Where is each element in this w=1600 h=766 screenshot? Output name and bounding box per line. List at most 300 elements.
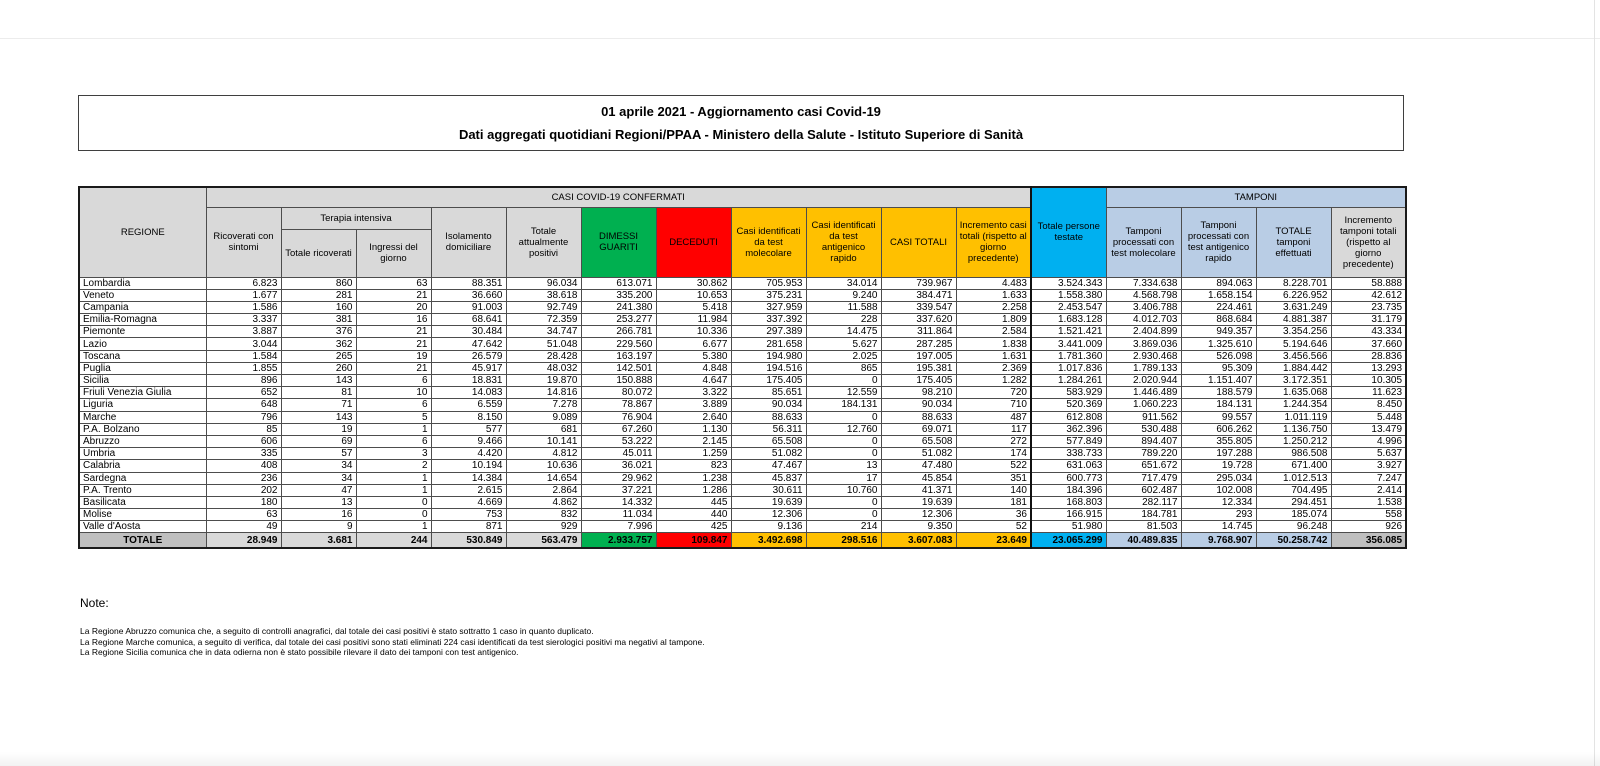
totals-cell: 298.516 xyxy=(806,533,881,548)
table-row xyxy=(79,362,1406,374)
table-cell: 10.305 xyxy=(1331,375,1406,387)
header-ingressi-giorno: Ingressi del giorno xyxy=(356,229,431,277)
table-cell: 48.032 xyxy=(506,362,581,374)
header-casi-totali: CASI TOTALI xyxy=(881,207,956,277)
table-cell: 30.484 xyxy=(431,326,506,338)
table-cell: 72.359 xyxy=(506,314,581,326)
table-cell: 338.733 xyxy=(1031,448,1106,460)
note-line: La Regione Marche comunica, a seguito di verifica, dal totale dei casi positivi sono stati eliminati 224 casi identificati da test sierologici positivi ma negativi al tampone. xyxy=(80,636,705,647)
table-cell: 295.034 xyxy=(1181,472,1256,484)
table-cell: 14.083 xyxy=(431,387,506,399)
table-cell: 681 xyxy=(506,423,581,435)
table-cell: 34.014 xyxy=(806,277,881,289)
table-cell: 71 xyxy=(281,399,356,411)
table-cell: 2.025 xyxy=(806,350,881,362)
table-cell: 21 xyxy=(356,338,431,350)
table-cell: 7.278 xyxy=(506,399,581,411)
header-tamponi-antigenico: Tamponi processati con test antigenico rapido xyxy=(1181,207,1256,277)
table-cell: 860 xyxy=(281,277,356,289)
table-cell: 0 xyxy=(806,435,881,447)
table-cell: 1.136.750 xyxy=(1256,423,1331,435)
table-cell: 3.524.343 xyxy=(1031,277,1106,289)
table-cell: 34 xyxy=(281,472,356,484)
table-cell: 47 xyxy=(281,484,356,496)
table-cell: 355.805 xyxy=(1181,435,1256,447)
table-cell: 9.350 xyxy=(881,521,956,533)
table-cell: 1.446.489 xyxy=(1106,387,1181,399)
table-cell: 3.337 xyxy=(206,314,281,326)
table-cell: 2.369 xyxy=(956,362,1031,374)
table-cell: 63 xyxy=(206,509,281,521)
header-regione: REGIONE xyxy=(79,187,206,277)
table-cell: 10.760 xyxy=(806,484,881,496)
table-cell: 184.396 xyxy=(1031,484,1106,496)
table-cell: 894.063 xyxy=(1181,277,1256,289)
table-cell: 337.392 xyxy=(731,314,806,326)
table-cell: 376 xyxy=(281,326,356,338)
table-cell: 229.560 xyxy=(581,338,656,350)
table-cell: 41.371 xyxy=(881,484,956,496)
totals-cell: 3.492.698 xyxy=(731,533,806,548)
table-cell: 526.098 xyxy=(1181,350,1256,362)
table-cell: 174 xyxy=(956,448,1031,460)
table-cell: 19.870 xyxy=(506,375,581,387)
table-cell: 19.639 xyxy=(731,496,806,508)
table-cell: 7.996 xyxy=(581,521,656,533)
bottom-shadow xyxy=(0,752,1600,766)
table-cell: 78.867 xyxy=(581,399,656,411)
region-name: Puglia xyxy=(79,362,206,374)
table-cell: 19.728 xyxy=(1181,460,1256,472)
table-cell: 47.467 xyxy=(731,460,806,472)
table-cell: 30.611 xyxy=(731,484,806,496)
table-cell: 3.887 xyxy=(206,326,281,338)
table-cell: 3.631.249 xyxy=(1256,301,1331,313)
header-tamponi: TAMPONI xyxy=(1106,187,1406,207)
table-row xyxy=(79,301,1406,313)
table-cell: 45.917 xyxy=(431,362,506,374)
table-cell: 88.351 xyxy=(431,277,506,289)
table-cell: 1.238 xyxy=(656,472,731,484)
table-cell: 21 xyxy=(356,326,431,338)
header-deceduti: DECEDUTI xyxy=(656,207,731,277)
table-cell: 1.683.128 xyxy=(1031,314,1106,326)
covid-data-table xyxy=(78,186,1407,549)
table-cell: 1.130 xyxy=(656,423,731,435)
table-cell: 96.248 xyxy=(1256,521,1331,533)
table-cell: 102.008 xyxy=(1181,484,1256,496)
table-cell: 282.117 xyxy=(1106,496,1181,508)
table-cell: 92.749 xyxy=(506,301,581,313)
table-cell: 88.633 xyxy=(881,411,956,423)
table-cell: 440 xyxy=(656,509,731,521)
table-cell: 12.306 xyxy=(731,509,806,521)
table-cell: 487 xyxy=(956,411,1031,423)
header-terapia-intensiva: Terapia intensiva xyxy=(281,207,431,229)
table-cell: 5.194.646 xyxy=(1256,338,1331,350)
table-cell: 12.559 xyxy=(806,387,881,399)
table-cell: 21 xyxy=(356,289,431,301)
table-cell: 51.980 xyxy=(1031,521,1106,533)
note-line: La Regione Abruzzo comunica che, a seguito di controlli anagrafici, dal totale dei casi positivi è stato sottratto 1 caso in quanto duplicato. xyxy=(80,626,594,636)
table-cell: 28.836 xyxy=(1331,350,1406,362)
totals-cell: 530.849 xyxy=(431,533,506,548)
table-cell: 335 xyxy=(206,448,281,460)
table-cell: 335.200 xyxy=(581,289,656,301)
table-cell: 293 xyxy=(1181,509,1256,521)
table-cell: 425 xyxy=(656,521,731,533)
report-subtitle: Dati aggregati quotidiani Regioni/PPAA - Ministero della Salute - Istituto Superiore di Sanità xyxy=(458,126,1024,142)
table-cell: 19.639 xyxy=(881,496,956,508)
table-cell: 651.672 xyxy=(1106,460,1181,472)
table-row xyxy=(79,472,1406,484)
table-cell: 16 xyxy=(356,314,431,326)
table-cell: 1 xyxy=(356,484,431,496)
totals-cell: 28.949 xyxy=(206,533,281,548)
table-cell: 10 xyxy=(356,387,431,399)
table-cell: 1.789.133 xyxy=(1106,362,1181,374)
table-cell: 168.803 xyxy=(1031,496,1106,508)
table-row xyxy=(79,448,1406,460)
table-cell: 184.131 xyxy=(1181,399,1256,411)
table-cell: 1.558.380 xyxy=(1031,289,1106,301)
table-cell: 600.773 xyxy=(1031,472,1106,484)
table-cell: 69 xyxy=(281,435,356,447)
table-cell: 577.849 xyxy=(1031,435,1106,447)
table-cell: 2.615 xyxy=(431,484,506,496)
table-cell: 260 xyxy=(281,362,356,374)
table-cell: 1.011.119 xyxy=(1256,411,1331,423)
table-cell: 4.848 xyxy=(656,362,731,374)
totals-cell: 50.258.742 xyxy=(1256,533,1331,548)
header-ricoverati-sintomi: Ricoverati con sintomi xyxy=(206,207,281,277)
table-cell: 13 xyxy=(281,496,356,508)
table-cell: 297.389 xyxy=(731,326,806,338)
table-cell: 577 xyxy=(431,423,506,435)
table-cell: 85.651 xyxy=(731,387,806,399)
table-cell: 34.747 xyxy=(506,326,581,338)
table-cell: 95.309 xyxy=(1181,362,1256,374)
table-cell: 56.311 xyxy=(731,423,806,435)
table-cell: 4.881.387 xyxy=(1256,314,1331,326)
totals-cell: 2.933.757 xyxy=(581,533,656,548)
table-cell: 375.231 xyxy=(731,289,806,301)
table-row xyxy=(79,509,1406,521)
table-cell: 1.250.212 xyxy=(1256,435,1331,447)
table-cell: 926 xyxy=(1331,521,1406,533)
table-cell: 1.060.223 xyxy=(1106,399,1181,411)
table-cell: 522 xyxy=(956,460,1031,472)
notes-heading: Note: xyxy=(80,596,109,610)
table-cell: 705.953 xyxy=(731,277,806,289)
table-cell: 85 xyxy=(206,423,281,435)
notes-section xyxy=(80,596,1180,658)
table-cell: 36.660 xyxy=(431,289,506,301)
table-cell: 3.456.566 xyxy=(1256,350,1331,362)
table-cell: 13.479 xyxy=(1331,423,1406,435)
totals-cell: 244 xyxy=(356,533,431,548)
table-cell: 143 xyxy=(281,411,356,423)
report-title: 01 aprile 2021 - Aggiornamento casi Covid-19 xyxy=(601,103,881,119)
table-cell: 184.781 xyxy=(1106,509,1181,521)
table-cell: 6 xyxy=(356,399,431,411)
table-cell: 9.466 xyxy=(431,435,506,447)
table-cell: 3.322 xyxy=(656,387,731,399)
table-cell: 4.996 xyxy=(1331,435,1406,447)
table-cell: 2.453.547 xyxy=(1031,301,1106,313)
table-cell: 2.640 xyxy=(656,411,731,423)
table-cell: 23.735 xyxy=(1331,301,1406,313)
table-cell: 117 xyxy=(956,423,1031,435)
table-cell: 1.781.360 xyxy=(1031,350,1106,362)
table-cell: 3.869.036 xyxy=(1106,338,1181,350)
table-cell: 753 xyxy=(431,509,506,521)
table-cell: 14.384 xyxy=(431,472,506,484)
table-cell: 11.588 xyxy=(806,301,881,313)
table-cell: 1.658.154 xyxy=(1181,289,1256,301)
table-cell: 8.450 xyxy=(1331,399,1406,411)
table-cell: 1 xyxy=(356,521,431,533)
table-cell: 896 xyxy=(206,375,281,387)
region-name: Campania xyxy=(79,301,206,313)
table-cell: 1 xyxy=(356,423,431,435)
totals-cell: 3.681 xyxy=(281,533,356,548)
table-cell: 253.277 xyxy=(581,314,656,326)
table-cell: 339.547 xyxy=(881,301,956,313)
region-name: Friuli Venezia Giulia xyxy=(79,387,206,399)
table-cell: 796 xyxy=(206,411,281,423)
table-cell: 5.627 xyxy=(806,338,881,350)
table-cell: 236 xyxy=(206,472,281,484)
table-cell: 16 xyxy=(281,509,356,521)
table-cell: 362 xyxy=(281,338,356,350)
table-cell: 5.448 xyxy=(1331,411,1406,423)
table-cell: 4.012.703 xyxy=(1106,314,1181,326)
table-cell: 9.136 xyxy=(731,521,806,533)
table-cell: 11.984 xyxy=(656,314,731,326)
scrollbar-track[interactable] xyxy=(1594,0,1595,766)
table-cell: 96.034 xyxy=(506,277,581,289)
header-sub-row xyxy=(79,207,1406,229)
table-cell: 3.406.788 xyxy=(1106,301,1181,313)
table-cell: 10.336 xyxy=(656,326,731,338)
table-cell: 558 xyxy=(1331,509,1406,521)
table-cell: 202 xyxy=(206,484,281,496)
table-cell: 894.407 xyxy=(1106,435,1181,447)
table-cell: 5.637 xyxy=(1331,448,1406,460)
table-cell: 1.838 xyxy=(956,338,1031,350)
table-cell: 445 xyxy=(656,496,731,508)
table-cell: 4.647 xyxy=(656,375,731,387)
table-cell: 4.420 xyxy=(431,448,506,460)
region-name: Abruzzo xyxy=(79,435,206,447)
table-cell: 3.927 xyxy=(1331,460,1406,472)
region-name: Piemonte xyxy=(79,326,206,338)
table-cell: 5.380 xyxy=(656,350,731,362)
window-top-divider xyxy=(0,38,1600,39)
table-cell: 143 xyxy=(281,375,356,387)
table-cell: 520.369 xyxy=(1031,399,1106,411)
table-cell: 184.131 xyxy=(806,399,881,411)
header-persone-testate: Totale persone testate xyxy=(1031,187,1106,277)
table-cell: 197.288 xyxy=(1181,448,1256,460)
region-name: Calabria xyxy=(79,460,206,472)
header-tamponi-molecolare: Tamponi processati con test molecolare xyxy=(1106,207,1181,277)
table-row xyxy=(79,496,1406,508)
table-cell: 583.929 xyxy=(1031,387,1106,399)
table-cell: 13 xyxy=(806,460,881,472)
table-cell: 63 xyxy=(356,277,431,289)
table-cell: 4.862 xyxy=(506,496,581,508)
table-cell: 272 xyxy=(956,435,1031,447)
region-name: Veneto xyxy=(79,289,206,301)
table-cell: 648 xyxy=(206,399,281,411)
table-cell: 671.400 xyxy=(1256,460,1331,472)
table-cell: 311.864 xyxy=(881,326,956,338)
table-cell: 1.584 xyxy=(206,350,281,362)
table-cell: 0 xyxy=(806,411,881,423)
table-cell: 612.808 xyxy=(1031,411,1106,423)
table-cell: 3 xyxy=(356,448,431,460)
table-cell: 266.781 xyxy=(581,326,656,338)
table-cell: 2.414 xyxy=(1331,484,1406,496)
table-cell: 1.884.442 xyxy=(1256,362,1331,374)
table-cell: 613.071 xyxy=(581,277,656,289)
table-row xyxy=(79,460,1406,472)
table-cell: 175.405 xyxy=(731,375,806,387)
table-cell: 17 xyxy=(806,472,881,484)
table-cell: 195.381 xyxy=(881,362,956,374)
table-cell: 19 xyxy=(356,350,431,362)
table-cell: 6 xyxy=(356,375,431,387)
table-cell: 384.471 xyxy=(881,289,956,301)
table-cell: 1.538 xyxy=(1331,496,1406,508)
region-name: Lombardia xyxy=(79,277,206,289)
table-cell: 5 xyxy=(356,411,431,423)
table-cell: 9 xyxy=(281,521,356,533)
table-cell: 6.677 xyxy=(656,338,731,350)
region-name: Molise xyxy=(79,509,206,521)
table-cell: 0 xyxy=(806,448,881,460)
table-cell: 12.334 xyxy=(1181,496,1256,508)
table-cell: 42.612 xyxy=(1331,289,1406,301)
table-cell: 2.584 xyxy=(956,326,1031,338)
table-row xyxy=(79,411,1406,423)
header-totale-tamponi: TOTALE tamponi effettuati xyxy=(1256,207,1331,277)
header-casi-test-antigenico: Casi identificati da test antigenico rapido xyxy=(806,207,881,277)
table-cell: 38.618 xyxy=(506,289,581,301)
table-cell: 69.071 xyxy=(881,423,956,435)
table-cell: 1.631 xyxy=(956,350,1031,362)
table-cell: 67.260 xyxy=(581,423,656,435)
report-title-box xyxy=(78,95,1404,151)
table-cell: 45.011 xyxy=(581,448,656,460)
table-cell: 10.141 xyxy=(506,435,581,447)
table-cell: 10.194 xyxy=(431,460,506,472)
table-cell: 1.282 xyxy=(956,375,1031,387)
region-name: Toscana xyxy=(79,350,206,362)
table-cell: 8.228.701 xyxy=(1256,277,1331,289)
table-cell: 868.684 xyxy=(1181,314,1256,326)
table-row xyxy=(79,338,1406,350)
table-cell: 214 xyxy=(806,521,881,533)
totals-cell: 563.479 xyxy=(506,533,581,548)
table-cell: 2.930.468 xyxy=(1106,350,1181,362)
region-name: Emilia-Romagna xyxy=(79,314,206,326)
table-cell: 1.809 xyxy=(956,314,1031,326)
header-incremento-casi: Incremento casi totali (rispetto al giorno precedente) xyxy=(956,207,1031,277)
table-cell: 76.904 xyxy=(581,411,656,423)
totals-row xyxy=(79,533,1406,548)
table-cell: 99.557 xyxy=(1181,411,1256,423)
table-cell: 7.334.638 xyxy=(1106,277,1181,289)
table-cell: 0 xyxy=(806,509,881,521)
table-cell: 3.044 xyxy=(206,338,281,350)
table-cell: 3.354.256 xyxy=(1256,326,1331,338)
table-cell: 163.197 xyxy=(581,350,656,362)
region-name: Basilicata xyxy=(79,496,206,508)
table-cell: 949.357 xyxy=(1181,326,1256,338)
table-cell: 287.285 xyxy=(881,338,956,350)
table-cell: 606.262 xyxy=(1181,423,1256,435)
table-cell: 11.034 xyxy=(581,509,656,521)
table-cell: 1.633 xyxy=(956,289,1031,301)
table-cell: 710 xyxy=(956,399,1031,411)
table-cell: 5.418 xyxy=(656,301,731,313)
table-cell: 832 xyxy=(506,509,581,521)
table-cell: 1.855 xyxy=(206,362,281,374)
table-cell: 45.837 xyxy=(731,472,806,484)
table-cell: 14.654 xyxy=(506,472,581,484)
table-cell: 49 xyxy=(206,521,281,533)
table-cell: 1.635.068 xyxy=(1256,387,1331,399)
table-cell: 228 xyxy=(806,314,881,326)
table-row xyxy=(79,375,1406,387)
region-name: Liguria xyxy=(79,399,206,411)
table-cell: 36 xyxy=(956,509,1031,521)
table-row xyxy=(79,350,1406,362)
table-cell: 9.089 xyxy=(506,411,581,423)
totals-cell: 23.649 xyxy=(956,533,1031,548)
table-cell: 717.479 xyxy=(1106,472,1181,484)
table-cell: 1.284.261 xyxy=(1031,375,1106,387)
table-cell: 181 xyxy=(956,496,1031,508)
table-cell: 631.063 xyxy=(1031,460,1106,472)
table-cell: 2.020.944 xyxy=(1106,375,1181,387)
table-cell: 8.150 xyxy=(431,411,506,423)
header-dimessi-guariti: DIMESSI GUARITI xyxy=(581,207,656,277)
table-cell: 150.888 xyxy=(581,375,656,387)
table-cell: 51.082 xyxy=(881,448,956,460)
table-cell: 65.508 xyxy=(731,435,806,447)
table-row xyxy=(79,435,1406,447)
table-cell: 1.325.610 xyxy=(1181,338,1256,350)
table-cell: 180 xyxy=(206,496,281,508)
table-cell: 53.222 xyxy=(581,435,656,447)
table-cell: 21 xyxy=(356,362,431,374)
table-cell: 18.831 xyxy=(431,375,506,387)
table-cell: 51.082 xyxy=(731,448,806,460)
table-cell: 0 xyxy=(356,509,431,521)
table-cell: 929 xyxy=(506,521,581,533)
table-cell: 704.495 xyxy=(1256,484,1331,496)
region-name: Lazio xyxy=(79,338,206,350)
region-name: P.A. Bolzano xyxy=(79,423,206,435)
table-cell: 1.677 xyxy=(206,289,281,301)
note-line: La Regione Sicilia comunica che in data odierna non è stato possibile rilevare il dato dei tamponi con test antigenico. xyxy=(80,647,519,657)
table-cell: 224.461 xyxy=(1181,301,1256,313)
totals-cell: 109.847 xyxy=(656,533,731,548)
